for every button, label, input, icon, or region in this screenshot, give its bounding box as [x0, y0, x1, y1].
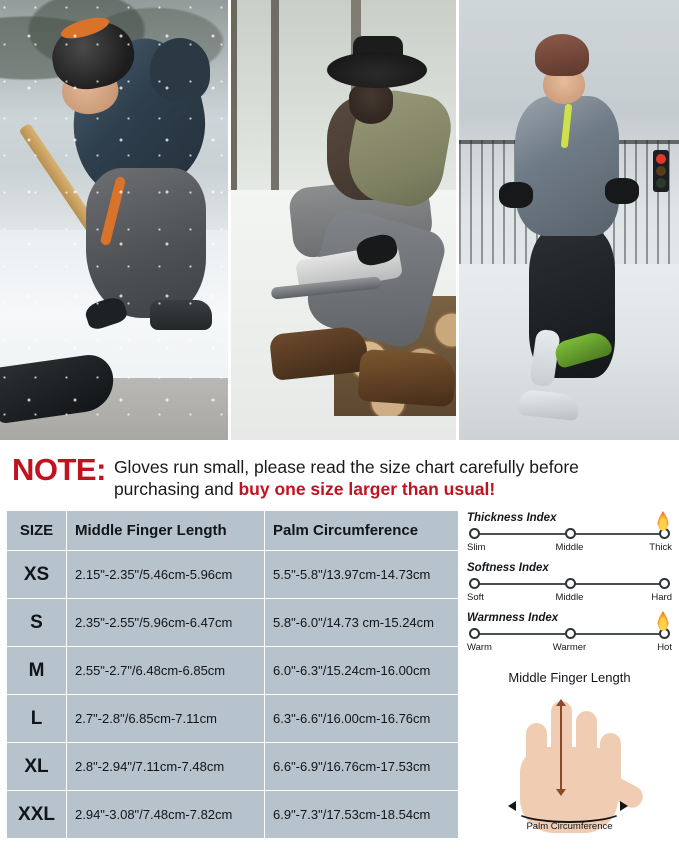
hand-diagram-title: Middle Finger Length: [508, 670, 631, 685]
cell-palm: 5.8"-6.0"/14.73 cm-15.24cm: [265, 599, 459, 647]
table-row: [7, 791, 459, 839]
cell-middle-finger: 2.55"-2.7"/6.48cm-6.85cm: [67, 647, 265, 695]
cell-size: M: [7, 647, 67, 695]
cell-middle-finger: 2.7"-2.8"/6.85cm-7.11cm: [67, 695, 265, 743]
cell-size: L: [7, 695, 67, 743]
column-header-palm-circumference: Palm Circumference: [265, 511, 459, 551]
wide-brim-hat: [327, 52, 427, 88]
measure-arrow-down-icon: [556, 789, 566, 796]
note-label: NOTE:: [12, 452, 106, 487]
beanie-hat: [535, 34, 589, 76]
cell-palm: 5.5"-5.8"/13.97cm-14.73cm: [265, 551, 459, 599]
cell-middle-finger: 2.35"-2.55"/5.96cm-6.47cm: [67, 599, 265, 647]
warmness-index-labels: [467, 642, 672, 653]
label-thick: Thick: [649, 542, 672, 553]
scale-dot-slim: [469, 528, 480, 539]
beard: [349, 84, 393, 124]
cell-palm: 6.9"-7.3"/17.53cm-18.54cm: [265, 791, 459, 839]
glove-right: [605, 178, 639, 204]
warmness-index-track: [467, 627, 672, 641]
table-row: [7, 599, 459, 647]
falling-snow-overlay: [0, 0, 228, 440]
softness-index-labels: [467, 592, 672, 603]
note-text: [114, 454, 667, 500]
cell-middle-finger: 2.8"-2.94"/7.11cm-7.48cm: [67, 743, 265, 791]
boot-right: [357, 349, 456, 408]
table-header-row: [7, 511, 459, 551]
hand-measurement-diagram: [467, 662, 672, 839]
table-row: [7, 551, 459, 599]
scale-dot-soft: [469, 578, 480, 589]
cell-palm: 6.6"-6.9"/16.76cm-17.53cm: [265, 743, 459, 791]
label-soft: Soft: [467, 592, 484, 603]
glove-left: [499, 182, 533, 208]
palm-circumference-label: Palm Circumference: [526, 821, 613, 832]
traffic-light: [653, 150, 669, 192]
warmness-index: [467, 612, 672, 653]
label-slim: Slim: [467, 542, 486, 553]
measure-arrow-up-icon: [556, 699, 566, 706]
right-column: [467, 510, 672, 839]
softness-index-title: Softness Index: [467, 562, 549, 574]
photo-man-shoveling-snow: [0, 0, 228, 440]
measure-arrow-right-icon: [620, 801, 628, 811]
label-hot: Hot: [657, 642, 672, 653]
cell-palm: 6.3"-6.6"/16.00cm-16.76cm: [265, 695, 459, 743]
note-text-emphasis: buy one size larger than usual!: [238, 479, 496, 499]
note-banner: [0, 440, 679, 506]
label-middle: Middle: [555, 542, 584, 553]
column-header-size: SIZE: [7, 511, 67, 551]
label-middle: Middle: [555, 592, 584, 603]
cell-size: XL: [7, 743, 67, 791]
column-header-middle-finger-length: Middle Finger Length: [67, 511, 265, 551]
scale-dot-warm: [469, 628, 480, 639]
measure-arrow-left-icon: [508, 801, 516, 811]
size-info-area: [0, 506, 679, 839]
cell-size: XXL: [7, 791, 67, 839]
warmness-index-title: Warmness Index: [467, 612, 559, 624]
label-hard: Hard: [651, 592, 672, 603]
palm-circumference-arc: [514, 797, 624, 823]
thickness-index-track: [467, 527, 672, 541]
scale-dot-warmer: [565, 628, 576, 639]
table-row: [7, 647, 459, 695]
middle-finger-measure-line: [560, 705, 562, 791]
table-row: [7, 743, 459, 791]
size-chart-table: [6, 510, 459, 839]
scale-dot-middle: [565, 528, 576, 539]
cell-middle-finger: 2.15"-2.35"/5.46cm-5.96cm: [67, 551, 265, 599]
index-scales: [467, 510, 672, 653]
photo-man-with-chainsaw: [231, 0, 456, 440]
scale-dot-middle: [565, 578, 576, 589]
note-text-primary: Gloves run small, please read the size chart carefully before purchasing and: [113, 457, 579, 499]
table-row: [7, 695, 459, 743]
hand-illustration: [490, 689, 650, 839]
thickness-index: [467, 512, 672, 553]
photo-man-running-in-snow: [459, 0, 679, 440]
label-warm: Warm: [467, 642, 492, 653]
label-warmer: Warmer: [552, 642, 587, 653]
cell-middle-finger: 2.94"-3.08"/7.48cm-7.82cm: [67, 791, 265, 839]
cell-size: S: [7, 599, 67, 647]
cell-palm: 6.0"-6.3"/15.24cm-16.00cm: [265, 647, 459, 695]
scale-dot-hard: [659, 578, 670, 589]
softness-index: [467, 562, 672, 603]
cell-size: XS: [7, 551, 67, 599]
softness-index-track: [467, 577, 672, 591]
thickness-index-title: Thickness Index: [467, 512, 557, 524]
thickness-index-labels: [467, 542, 672, 553]
